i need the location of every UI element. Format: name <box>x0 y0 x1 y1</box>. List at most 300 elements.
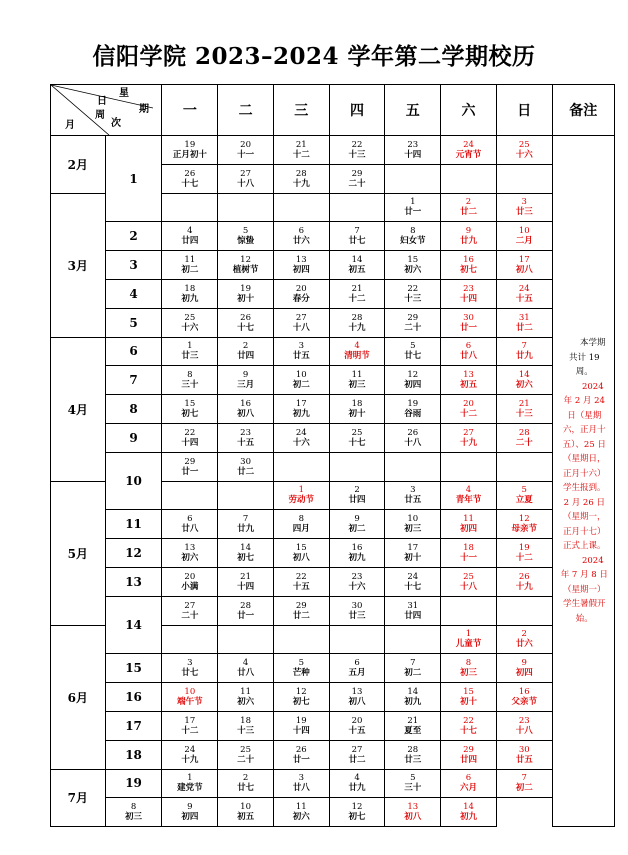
lunar-label: 廿五 <box>404 495 422 506</box>
date-cell <box>329 308 385 337</box>
date-number: 2 <box>242 773 249 784</box>
date-number: 14 <box>463 802 474 813</box>
calendar-table <box>50 84 615 827</box>
date-number: 28 <box>351 312 363 323</box>
date-number: 25 <box>518 139 530 150</box>
date-cell <box>441 423 497 452</box>
lunar-label: 廿一 <box>404 207 422 218</box>
header-row <box>51 85 615 136</box>
lunar-label: 初二 <box>404 668 422 679</box>
date-cell <box>218 567 274 596</box>
lunar-label: 十八 <box>292 322 310 333</box>
date-cell <box>441 740 497 769</box>
date-cell <box>273 308 329 337</box>
lunar-label: 惊蛰 <box>237 236 255 247</box>
date-number: 30 <box>240 456 251 467</box>
date-cell <box>162 769 218 798</box>
table-row <box>51 395 615 424</box>
lunar-label: 廿九 <box>515 351 533 362</box>
lunar-label: 十六 <box>348 581 366 592</box>
lunar-label: 十五 <box>515 293 533 304</box>
date-cell <box>162 279 218 308</box>
date-cell <box>273 366 329 395</box>
date-cell <box>162 711 218 740</box>
lunar-label: 十三 <box>237 725 255 736</box>
date-cell <box>218 366 274 395</box>
lunar-label: 十七 <box>348 437 366 448</box>
date-cell <box>441 625 497 654</box>
date-number: 4 <box>465 485 472 496</box>
date-number: 11 <box>295 802 307 813</box>
date-number: 28 <box>240 600 251 611</box>
date-number: 17 <box>518 255 530 266</box>
date-cell <box>329 136 385 165</box>
lunar-label: 十八 <box>460 581 478 592</box>
table-row <box>51 769 615 798</box>
date-cell <box>218 395 274 424</box>
date-number: 7 <box>410 658 416 669</box>
date-number: 26 <box>407 427 419 438</box>
date-cell <box>441 481 497 510</box>
date-number: 21 <box>351 283 363 294</box>
date-number: 11 <box>463 514 474 525</box>
date-cell <box>496 395 552 424</box>
date-number: 3 <box>521 197 527 208</box>
date-cell <box>162 654 218 683</box>
date-number: 27 <box>463 427 474 438</box>
date-cell <box>218 481 274 510</box>
date-number: 27 <box>351 744 363 755</box>
date-cell <box>162 510 218 539</box>
lunar-label: 初四 <box>181 812 199 823</box>
date-number: 16 <box>351 543 363 554</box>
lunar-label: 建党节 <box>177 783 203 794</box>
lunar-label: 十九 <box>460 437 478 448</box>
date-number: 14 <box>407 687 419 698</box>
date-number: 2 <box>354 485 360 496</box>
lunar-label: 十六 <box>515 149 533 160</box>
lunar-label: 二十 <box>515 437 533 448</box>
table-row <box>51 279 615 308</box>
date-number: 3 <box>298 341 305 352</box>
lunar-label: 劳动节 <box>288 495 315 506</box>
lunar-label: 十七 <box>237 322 255 333</box>
date-cell <box>441 366 497 395</box>
week-cell: 10 <box>105 452 162 510</box>
date-number: 23 <box>240 427 251 438</box>
date-cell <box>273 510 329 539</box>
lunar-label: 初八 <box>348 697 366 708</box>
date-cell <box>441 510 497 539</box>
lunar-label: 二十 <box>181 610 199 621</box>
date-number: 9 <box>354 514 360 525</box>
lunar-label: 四月 <box>292 524 310 535</box>
lunar-label: 十二 <box>460 409 478 420</box>
date-number: 8 <box>187 370 193 381</box>
date-cell <box>273 136 329 165</box>
lunar-label: 十五 <box>237 437 255 448</box>
lunar-label: 初七 <box>292 697 310 708</box>
lunar-label: 廿二 <box>237 466 255 477</box>
date-number: 19 <box>407 399 419 410</box>
date-number: 24 <box>184 744 196 755</box>
date-cell <box>496 596 552 625</box>
table-row <box>51 308 615 337</box>
date-number: 26 <box>184 168 196 179</box>
date-cell <box>329 625 385 654</box>
lunar-label: 春分 <box>292 293 310 304</box>
day-header-sun: 日 <box>496 85 552 136</box>
lunar-label: 初三 <box>125 812 143 823</box>
date-number: 12 <box>240 255 251 266</box>
date-number: 19 <box>295 715 307 726</box>
date-cell <box>162 567 218 596</box>
date-number: 5 <box>298 658 305 669</box>
table-row <box>51 510 615 539</box>
date-cell <box>218 251 274 280</box>
date-number: 10 <box>295 370 307 381</box>
date-cell <box>385 222 441 251</box>
date-cell <box>496 337 552 366</box>
day-header-mon: 一 <box>162 85 218 136</box>
corner-ci: 次 <box>111 118 121 129</box>
date-cell <box>441 251 497 280</box>
date-cell <box>273 683 329 712</box>
date-number: 23 <box>351 571 363 582</box>
lunar-label: 初十 <box>460 697 478 708</box>
lunar-label: 初五 <box>237 812 255 823</box>
lunar-label: 十四 <box>460 293 478 304</box>
date-cell <box>162 136 218 165</box>
date-cell <box>441 136 497 165</box>
date-number: 3 <box>187 658 193 669</box>
lunar-label: 廿二 <box>460 207 478 218</box>
date-cell <box>385 711 441 740</box>
date-number: 15 <box>184 399 196 410</box>
date-number: 6 <box>465 773 472 784</box>
date-cell <box>441 164 497 193</box>
date-cell <box>496 683 552 712</box>
lunar-label: 十八 <box>404 437 422 448</box>
day-header-thu: 四 <box>329 85 385 136</box>
date-number: 29 <box>463 744 474 755</box>
date-number: 10 <box>184 687 196 698</box>
date-number: 12 <box>407 370 419 381</box>
date-number: 29 <box>407 312 419 323</box>
date-number: 15 <box>407 255 419 266</box>
lunar-label: 二十 <box>348 178 366 189</box>
date-number: 20 <box>463 399 474 410</box>
date-cell <box>273 740 329 769</box>
date-cell <box>329 769 385 798</box>
lunar-label: 十二 <box>181 725 199 736</box>
date-cell <box>329 596 385 625</box>
month-cell: 3月 <box>51 193 106 337</box>
lunar-label: 初六 <box>237 697 255 708</box>
date-cell <box>385 251 441 280</box>
lunar-label: 十七 <box>404 581 422 592</box>
date-number: 29 <box>295 600 307 611</box>
date-cell <box>162 423 218 452</box>
table-row <box>51 366 615 395</box>
date-number: 9 <box>465 226 472 237</box>
date-number: 27 <box>295 312 307 323</box>
lunar-label: 初五 <box>460 380 478 391</box>
date-cell <box>273 654 329 683</box>
date-cell <box>496 222 552 251</box>
date-number: 13 <box>184 543 196 554</box>
lunar-label: 初十 <box>348 409 366 420</box>
date-cell <box>329 539 385 568</box>
date-number: 8 <box>410 226 416 237</box>
date-cell <box>441 596 497 625</box>
lunar-label: 十八 <box>515 725 533 736</box>
lunar-label: 廿三 <box>348 610 366 621</box>
lunar-label: 十五 <box>292 581 310 592</box>
lunar-label: 十七 <box>181 178 199 189</box>
date-number: 20 <box>351 715 363 726</box>
date-number: 18 <box>463 543 474 554</box>
lunar-label: 十三 <box>348 149 366 160</box>
date-number: 8 <box>130 802 137 813</box>
date-number: 10 <box>407 514 419 525</box>
lunar-label: 廿五 <box>515 754 533 765</box>
lunar-label: 二十 <box>237 754 255 765</box>
date-cell <box>218 337 274 366</box>
date-number: 10 <box>518 226 530 237</box>
date-cell <box>162 452 218 481</box>
lunar-label: 廿六 <box>292 236 310 247</box>
date-number: 31 <box>407 600 419 611</box>
date-number: 7 <box>521 341 527 352</box>
date-cell <box>496 136 552 165</box>
date-number: 30 <box>351 600 363 611</box>
lunar-label: 初三 <box>348 380 366 391</box>
lunar-label: 廿二 <box>515 322 533 333</box>
date-number: 30 <box>518 744 530 755</box>
lunar-label: 初二 <box>348 524 366 535</box>
day-header-fri: 五 <box>385 85 441 136</box>
date-number: 2 <box>465 197 472 208</box>
corner-xing: 星 <box>119 88 129 99</box>
date-cell <box>385 740 441 769</box>
table-row <box>51 683 615 712</box>
date-number: 23 <box>407 139 419 150</box>
week-cell: 6 <box>105 337 162 366</box>
lunar-label: 初三 <box>404 524 422 535</box>
date-number: 20 <box>295 283 307 294</box>
lunar-label: 廿七 <box>181 668 199 679</box>
corner-ri: 日 <box>97 96 107 107</box>
lunar-label: 二月 <box>515 236 533 247</box>
date-cell <box>329 279 385 308</box>
table-row <box>51 452 615 481</box>
date-cell <box>162 337 218 366</box>
date-cell <box>162 596 218 625</box>
date-cell <box>162 395 218 424</box>
lunar-label: 初六 <box>181 553 199 564</box>
date-number: 21 <box>240 571 251 582</box>
month-cell: 7月 <box>51 769 106 827</box>
lunar-label: 妇女节 <box>400 236 426 247</box>
date-number: 28 <box>295 168 307 179</box>
lunar-label: 廿八 <box>181 524 199 535</box>
date-cell <box>218 654 274 683</box>
date-cell <box>385 625 441 654</box>
date-cell <box>496 539 552 568</box>
date-number: 13 <box>351 687 363 698</box>
date-number: 20 <box>240 139 251 150</box>
month-cell: 2月 <box>51 136 106 194</box>
date-cell <box>218 625 274 654</box>
lunar-label: 小满 <box>181 581 199 592</box>
lunar-label: 初九 <box>181 293 199 304</box>
date-cell <box>162 308 218 337</box>
week-cell: 1 <box>105 136 162 222</box>
notes-cell <box>552 136 614 827</box>
date-cell <box>496 740 552 769</box>
date-cell <box>329 711 385 740</box>
date-cell <box>385 452 441 481</box>
date-cell <box>329 423 385 452</box>
date-number: 18 <box>184 283 196 294</box>
date-cell <box>496 193 552 222</box>
table-row <box>51 711 615 740</box>
date-cell <box>441 683 497 712</box>
lunar-label: 初七 <box>181 409 199 420</box>
date-number: 24 <box>463 139 474 150</box>
date-cell <box>329 740 385 769</box>
date-cell <box>496 654 552 683</box>
date-number: 22 <box>184 427 196 438</box>
lunar-label: 初六 <box>515 380 533 391</box>
lunar-label: 廿二 <box>348 754 366 765</box>
lunar-label: 正月初十 <box>172 149 207 160</box>
lunar-label: 廿四 <box>348 495 366 506</box>
date-cell <box>329 510 385 539</box>
date-cell <box>329 337 385 366</box>
date-cell <box>496 481 552 510</box>
date-number: 7 <box>242 514 249 525</box>
lunar-label: 初六 <box>404 265 422 276</box>
date-number: 6 <box>187 514 193 525</box>
lunar-label: 十四 <box>181 437 199 448</box>
date-cell <box>273 222 329 251</box>
lunar-label: 初二 <box>181 265 199 276</box>
date-number: 22 <box>351 139 363 150</box>
date-number: 21 <box>518 399 530 410</box>
date-cell <box>441 337 497 366</box>
date-cell <box>273 711 329 740</box>
date-cell <box>329 164 385 193</box>
date-number: 29 <box>351 168 363 179</box>
lunar-label: 初三 <box>460 668 478 679</box>
lunar-label: 十六 <box>292 437 310 448</box>
lunar-label: 十九 <box>515 581 533 592</box>
date-number: 24 <box>407 571 419 582</box>
date-cell <box>162 683 218 712</box>
date-number: 11 <box>184 255 196 266</box>
date-cell <box>218 539 274 568</box>
lunar-label: 初六 <box>292 812 310 823</box>
week-cell: 5 <box>105 308 162 337</box>
day-header-sat: 六 <box>441 85 497 136</box>
date-cell <box>329 366 385 395</box>
date-cell <box>385 654 441 683</box>
date-number: 4 <box>242 658 249 669</box>
lunar-label: 谷雨 <box>404 409 422 420</box>
date-cell <box>218 164 274 193</box>
lunar-label: 初八 <box>237 409 255 420</box>
lunar-label: 二十 <box>404 322 422 333</box>
date-number: 22 <box>407 283 419 294</box>
date-cell <box>441 654 497 683</box>
date-number: 8 <box>465 658 472 669</box>
date-number: 23 <box>463 283 474 294</box>
date-number: 19 <box>518 543 530 554</box>
date-cell <box>218 308 274 337</box>
date-cell <box>218 798 274 827</box>
date-number: 25 <box>351 427 363 438</box>
lunar-label: 十五 <box>348 725 366 736</box>
lunar-label: 廿五 <box>292 351 310 362</box>
date-cell <box>218 193 274 222</box>
date-cell <box>162 625 218 654</box>
lunar-label: 父亲节 <box>511 697 537 708</box>
date-cell <box>441 222 497 251</box>
date-cell <box>441 308 497 337</box>
week-cell: 13 <box>105 567 162 596</box>
date-cell <box>273 251 329 280</box>
date-cell <box>162 251 218 280</box>
date-cell <box>218 279 274 308</box>
date-cell <box>218 452 274 481</box>
lunar-label: 初五 <box>348 265 366 276</box>
date-number: 30 <box>463 312 474 323</box>
date-number: 14 <box>240 543 251 554</box>
lunar-label: 初七 <box>237 553 255 564</box>
lunar-label: 初二 <box>292 380 310 391</box>
notes-header: 备注 <box>552 85 614 136</box>
table-row <box>51 337 615 366</box>
date-cell <box>162 222 218 251</box>
date-cell <box>218 769 274 798</box>
lunar-label: 初七 <box>348 812 366 823</box>
date-cell <box>218 711 274 740</box>
date-number: 21 <box>407 715 419 726</box>
date-number: 9 <box>521 658 527 669</box>
date-number: 5 <box>410 773 416 784</box>
lunar-label: 十四 <box>404 149 422 160</box>
date-cell <box>105 798 162 827</box>
lunar-label: 十七 <box>460 725 478 736</box>
date-cell <box>441 452 497 481</box>
lunar-label: 初四 <box>515 668 533 679</box>
month-cell: 4月 <box>51 337 106 481</box>
lunar-label: 三十 <box>404 783 422 794</box>
table-row <box>51 423 615 452</box>
date-number: 6 <box>465 341 472 352</box>
lunar-label: 十九 <box>181 754 199 765</box>
date-cell <box>329 798 385 827</box>
lunar-label: 廿七 <box>237 783 255 794</box>
lunar-label: 初十 <box>237 293 255 304</box>
corner-yue: 月 <box>65 120 75 131</box>
lunar-label: 十一 <box>237 149 255 160</box>
date-number: 22 <box>295 571 307 582</box>
date-number: 16 <box>463 255 474 266</box>
lunar-label: 初九 <box>404 697 422 708</box>
